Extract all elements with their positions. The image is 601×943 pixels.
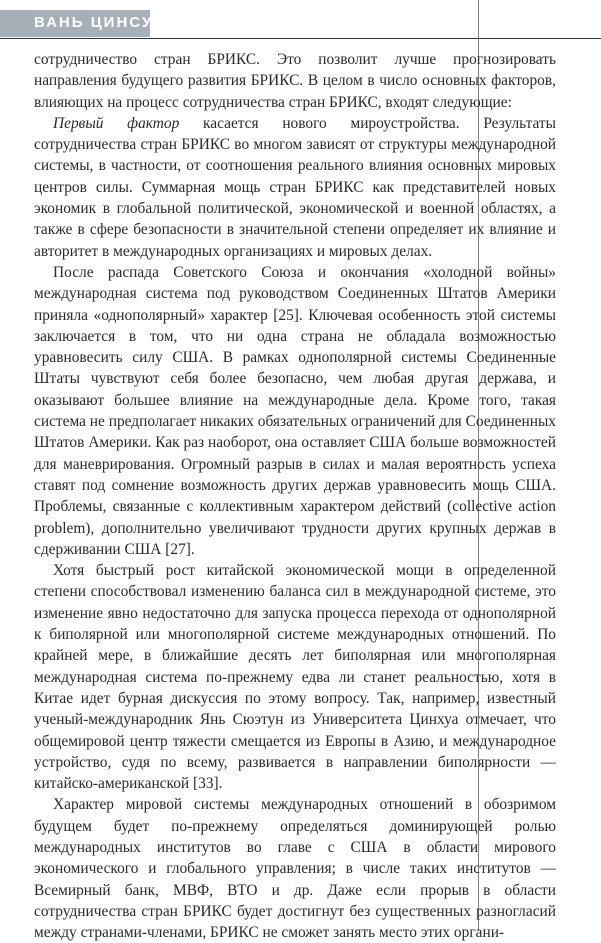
paragraph: [34, 49, 556, 113]
paragraph: [34, 113, 556, 262]
paragraph-text: После распада Советского Союза и окончания «холодной войны» международная система под руководством Соединенных Штатов Америки приняла «однополярный» характер [25]. Ключевая особенность этой системы заключается в том, что ни одна страна не обладала возможностью уравновесить силу США. В рамках однополярной системы Соединенные Штаты чувствуют себя более безопасно, чем любая другая держава, и оказывают большее влияние на международные дела. Кроме того, такая система не предполагает никаких обязательных ограничений для Соединенных Штатов Америки. Как раз наоборот, она оставляет США больше возможностей для маневрирования. Огромный разрыв в силах и малая вероятность успеха ставят под сомнение возможность других держав уравновесить мощь США. Проблемы, связанные с коллективным характером действий (collective action problem), дополнительно увеличивают трудности других крупных держав в сдерживании США [27].: [34, 263, 556, 558]
paragraph: [34, 262, 556, 560]
paragraph: [34, 560, 556, 794]
paragraph: [34, 794, 556, 943]
body-text: [34, 49, 556, 943]
paragraph-lead: Первый фактор: [53, 114, 180, 132]
running-head-author: ВАНЬ ЦИНСУН: [34, 14, 167, 31]
paragraph-text: Хотя быстрый рост китайской экономической мощи в определенной степени способствовал изменению баланса сил в международной системе, это изменение явно недостаточно для запуска процесса перехода от однополярной к биполярной или многополярной системе международных отношений. По крайней мере, в ближайшие десять лет биполярная или многополярная международная система по-прежнему едва ли станет реальностью, хотя в Китае идет бурная дискуссия по этому вопросу. Так, например, известный ученый-международник Янь Сюэтун из Университета Цинхуа отмечает, что общемировой центр тяжести смещается из Европы в Азию, и международное устройство, судя по всему, развивается в направлении биполярности — китайско-американской [33].: [34, 562, 556, 793]
paragraph-text: касается нового мироустройства. Результаты сотрудничества стран БРИКС во многом зависят от структуры международной системы, в частности, от соотношения реального влияния основных мировых центров силы. Суммарная мощь стран БРИКС как представителей новых экономик в глобальной политической, экономической и военной областях, а также в сфере безопасности в значительной степени определяет их влияние и авторитет в международных организациях и мировых делах.: [34, 114, 556, 260]
paragraph-text: сотрудничество стран БРИКС. Это позволит лучше прогнозировать направления будущего развития БРИКС. В целом в число основных факторов, влияющих на процесс сотрудничества стран БРИКС, входят следующие:: [34, 51, 556, 111]
running-header: [0, 0, 601, 42]
header-rule: [0, 38, 601, 39]
paragraph-text: Характер мировой системы международных отношений в обозримом будущем будет по-прежнему определяться доминирующей ролью международных институтов во главе с США в области мирового экономического и глобального управления; в числе таких институтов — Всемирный банк, МВФ, ВТО и др. Даже если прорыв в области сотрудничества стран БРИКС будет достигнут без существенных разногласий между странами-членами, БРИКС не сможет занять место этих органи-: [34, 796, 556, 942]
author-tab: [0, 10, 167, 37]
